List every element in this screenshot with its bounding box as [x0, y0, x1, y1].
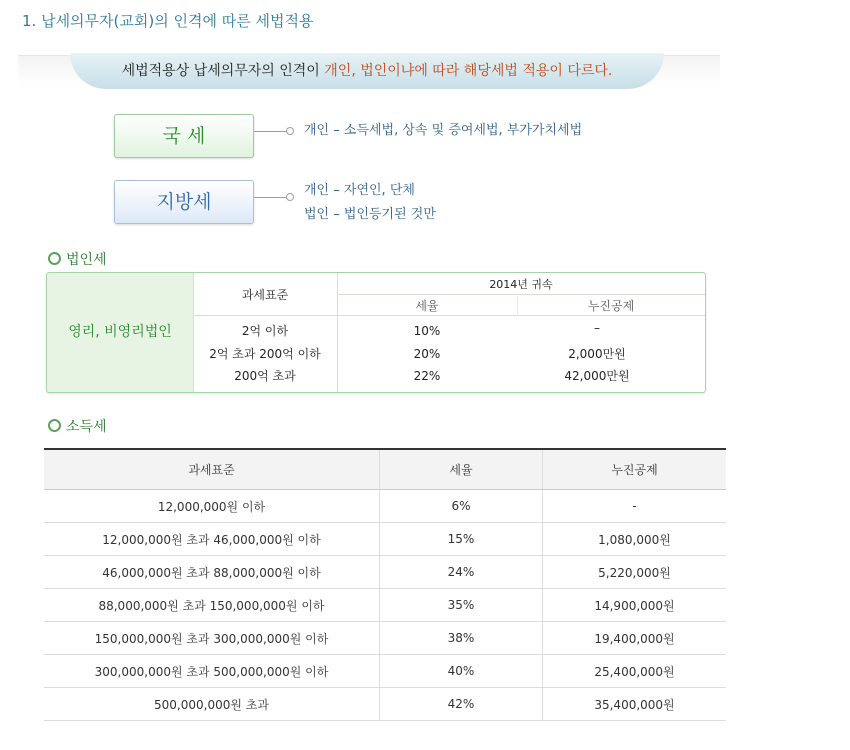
cell-rate: 15% — [380, 523, 543, 556]
table-row — [44, 490, 726, 523]
income-tax-heading — [48, 416, 107, 436]
corp-deduction-2: 2,000만원 — [568, 347, 626, 361]
local-tax-box: 지방세 — [114, 180, 254, 224]
corporate-tax-heading — [48, 249, 107, 269]
income-tax-table — [44, 448, 726, 721]
cell-standard: 300,000,000원 초과 500,000,000원 이하 — [44, 655, 380, 688]
cell-standard: 500,000,000원 초과 — [44, 688, 380, 721]
cell-rate: 35% — [380, 589, 543, 622]
corporate-tax-table — [46, 272, 706, 393]
banner-highlight: 개인, 법인이냐에 따라 해당세법 적용이 다르다. — [324, 63, 613, 79]
col-header-rate: 세율 — [380, 449, 543, 490]
divider — [193, 315, 705, 316]
cell-rate: 24% — [380, 556, 543, 589]
connector-dot — [286, 127, 294, 135]
cell-rate: 6% — [380, 490, 543, 523]
header-standard: 과세표준 — [241, 288, 289, 302]
banner-text: 세법적용상 납세의무자의 인격이 — [121, 63, 325, 79]
divider — [337, 294, 705, 295]
cell-standard: 46,000,000원 초과 88,000,000원 이하 — [44, 556, 380, 589]
cell-deduction: 14,900,000원 — [543, 589, 727, 622]
national-tax-desc: 개인 – 소득세법, 상속 및 증여세법, 부가가치세법 — [304, 123, 583, 138]
table-row — [44, 655, 726, 688]
table-row — [44, 688, 726, 721]
col-header-deduction: 누진공제 — [543, 449, 727, 490]
summary-banner — [70, 53, 664, 89]
connector-dot — [286, 193, 294, 201]
cell-rate: 38% — [380, 622, 543, 655]
cell-deduction: - — [543, 490, 727, 523]
corp-deduction-1: – — [594, 321, 600, 335]
cell-rate: 42% — [380, 688, 543, 721]
corp-rate-1: 10% — [413, 324, 441, 338]
corp-rate-2: 20% — [413, 347, 441, 361]
circle-bullet-icon — [48, 419, 61, 432]
local-tax-desc — [304, 179, 436, 227]
corporate-tax-title: 법인세 — [66, 252, 107, 268]
cell-deduction: 5,220,000원 — [543, 556, 727, 589]
national-tax-box: 국 세 — [114, 114, 254, 158]
circle-bullet-icon — [48, 252, 61, 265]
local-tax-desc-line2: 법인 – 법인등기된 것만 — [304, 207, 436, 222]
header-deduction: 누진공제 — [587, 299, 635, 313]
page-title: 1. 납세의무자(교회)의 인격에 따른 세법적용 — [22, 12, 314, 30]
corp-standard-3: 200억 초과 — [234, 369, 296, 383]
cell-deduction: 19,400,000원 — [543, 622, 727, 655]
cell-deduction: 25,400,000원 — [543, 655, 727, 688]
table-header-row — [44, 449, 726, 490]
table-row — [44, 622, 726, 655]
header-year: 2014년 귀속 — [489, 278, 553, 291]
cell-deduction: 1,080,000원 — [543, 523, 727, 556]
corporate-row-label: 영리, 비영리법인 — [47, 273, 193, 392]
corp-deduction-3: 42,000만원 — [564, 369, 630, 383]
cell-standard: 88,000,000원 초과 150,000,000원 이하 — [44, 589, 380, 622]
cell-standard: 12,000,000원 초과 46,000,000원 이하 — [44, 523, 380, 556]
cell-standard: 150,000,000원 초과 300,000,000원 이하 — [44, 622, 380, 655]
corp-rate-3: 22% — [413, 369, 441, 383]
header-rate: 세율 — [415, 299, 439, 313]
income-tax-title: 소득세 — [66, 419, 107, 435]
cell-deduction: 35,400,000원 — [543, 688, 727, 721]
cell-rate: 40% — [380, 655, 543, 688]
col-header-standard: 과세표준 — [44, 449, 380, 490]
local-tax-desc-line1: 개인 – 자연인, 단체 — [304, 183, 415, 198]
corp-standard-1: 2억 이하 — [241, 324, 289, 338]
cell-standard: 12,000,000원 이하 — [44, 490, 380, 523]
connector-line — [254, 131, 286, 132]
connector-line — [254, 197, 286, 198]
table-row — [44, 556, 726, 589]
table-row — [44, 523, 726, 556]
table-row — [44, 589, 726, 622]
corp-standard-2: 2억 초과 200억 이하 — [209, 347, 321, 361]
